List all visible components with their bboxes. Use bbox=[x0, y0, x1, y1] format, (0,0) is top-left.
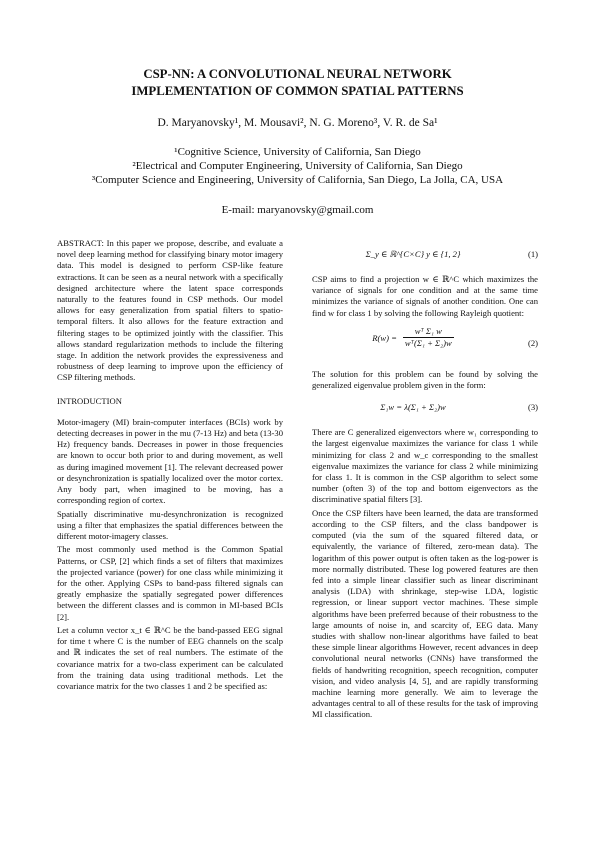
section-heading-introduction: INTRODUCTION bbox=[57, 395, 122, 406]
intro-paragraph-2: Spatially discriminative mu-desynchronization is recognized using a filter that emphasizes the spatial differences between the different motor-imagery classes. bbox=[57, 508, 283, 542]
equation-2 bbox=[312, 325, 538, 363]
equation-2-fraction bbox=[403, 326, 454, 349]
paragraph-after-eq1: CSP aims to find a projection w ∈ ℝ^C which maximizes the variance of signals for one condition and at the same time minimizes the variance of signals of another condition. One can find w for class 1 by solving the following Rayleigh quotient: bbox=[312, 274, 538, 318]
equation-1 bbox=[312, 244, 538, 268]
equation-2-number: (2) bbox=[527, 337, 538, 348]
affiliations bbox=[40, 145, 555, 187]
equation-2-body bbox=[312, 325, 514, 351]
author-list: D. Maryanovsky¹, M. Mousavi², N. G. Moreno³, V. R. de Sa¹ bbox=[157, 117, 438, 129]
paper-title bbox=[60, 66, 535, 100]
abstract: ABSTRACT: In this paper we propose, describe, and evaluate a novel deep learning method for classifying binary motor imagery data. This model is designed to perform CSP-like feature extractions. It can be seen as a neural network with a specifically designed architecture where the latent space corresponds naturally to the features found in CSP methods. Our model allows for easy generalization from spatial filters to spatio-temporal filters. It also allows for the feature extraction and filtering stages to be optimized jointly with the classifier. This allows standard regularization methods to include the filtering stage. In addition the network provides the expressiveness and robustness of deep learning to improve upon the efficiency of CSP filtering methods. bbox=[57, 238, 283, 383]
right-paragraph-2: Once the CSP filters have been learned, the data are transformed according to the CSP filters, and the class bandpower is computed (via the sum of the squared filtered data, or equivalently, the variance of filtered, zero-mean data). The logarithm of this power output is often taken as the log-power is more normally distributed. These log powered features are then fed into a simple linear classifier such as linear discriminant analysis (LDA) with shrinkage, step-wise LDA, logistic regression, or linear support vector machines. These simple algorithms have been preferred because of their robustness to the large amounts of noise in, and scarcity of, EEG data. Many studies with shallow non-linear algorithms have failed to beat these simple linear algorithms However, recent advances in deep convolutional neural networks (CNNs) have transformed the fields of handwriting recognition, speech recognition, computer vision, and video analysis [4, 5], and are rapidly transforming machine learning more generally. We aim to leverage the advantages central to all of these results for the task of improving MI classification. bbox=[312, 507, 538, 720]
contact-email: E-mail: maryanovsky@gmail.com bbox=[221, 204, 374, 216]
left-column bbox=[57, 238, 283, 694]
equation-3 bbox=[312, 397, 538, 421]
equation-1-body: Σ_y ∈ ℝ^{C×C} y ∈ {1, 2} bbox=[365, 249, 461, 259]
equation-2-denominator: wᵀ(Σ₁ + Σ₂)w bbox=[404, 338, 452, 349]
paragraph-after-eq2: The solution for this problem can be found by solving the generalized eigenvalue problem given in the form: bbox=[312, 368, 538, 391]
affiliation-3: ³Computer Science and Engineering, University of California, San Diego, La Jolla, CA, USA bbox=[91, 174, 504, 186]
intro-paragraph-1: Motor-imagery (MI) brain-computer interfaces (BCIs) work by detecting decreases in power in the mu (7-13 Hz) and beta (13-30 Hz) frequency bands. Decreases in power in those frequencies are known to occur both prior to and during movement, as well as during imagined movement [1]. The relevant decreased power or desynchronization is spatially localized over the motor cortex. Any body part, when imagined to be moving, has a corresponding region of cortex. bbox=[57, 416, 283, 506]
equation-1-number: (1) bbox=[527, 249, 538, 259]
right-paragraph-1: There are C generalized eigenvectors where w₁ corresponding to the largest eigenvalue maximizes the variance for class 1 while minimizing for class 2 and w_c corresponding to the smallest eigenvalue maximizes the variance for class 2 while minimizing for class 1. It is common in the CSP algorithm to select some number (often 3) of the top and bottom eigenvectors as the discriminative spatial filters [3]. bbox=[312, 427, 538, 505]
intro-paragraph-3: The most commonly used method is the Common Spatial Patterns, or CSP, [2] which finds a set of filters that maximizes the projected variance (power) for one class while minimizing it for the other. Applying CSPs to band-pass filtered signals can greatly emphasize the spatially segregated power differences between the different classes and is common in MI-based BCIs [2]. bbox=[57, 544, 283, 622]
affiliation-2: ²Electrical and Computer Engineering, University of California, San Diego bbox=[132, 160, 463, 172]
equation-2-lhs: R(w) = bbox=[372, 332, 397, 343]
intro-paragraph-4: Let a column vector x_t ∈ ℝ^C be the band-passed EEG signal for time t where C is the number of EEG channels on the scalp and ℝ indicates the set of real numbers. The estimate of the covariance matrix for a two-class experiment can be calculated from the training data using traditional methods. Let the covariance matrix for the two classes 1 and 2 be specified as: bbox=[57, 625, 283, 692]
title-line-2: IMPLEMENTATION OF COMMON SPATIAL PATTERNS bbox=[131, 84, 464, 98]
equation-2-numerator: wᵀ Σ₁ w bbox=[403, 326, 454, 338]
equation-3-number: (3) bbox=[527, 402, 538, 413]
equation-3-body: Σ₁w = λ(Σ₁ + Σ₂)w bbox=[380, 402, 446, 413]
affiliation-1: ¹Cognitive Science, University of California, San Diego bbox=[174, 146, 421, 158]
title-line-1: CSP-NN: A CONVOLUTIONAL NEURAL NETWORK bbox=[143, 67, 452, 81]
right-column bbox=[312, 238, 538, 723]
